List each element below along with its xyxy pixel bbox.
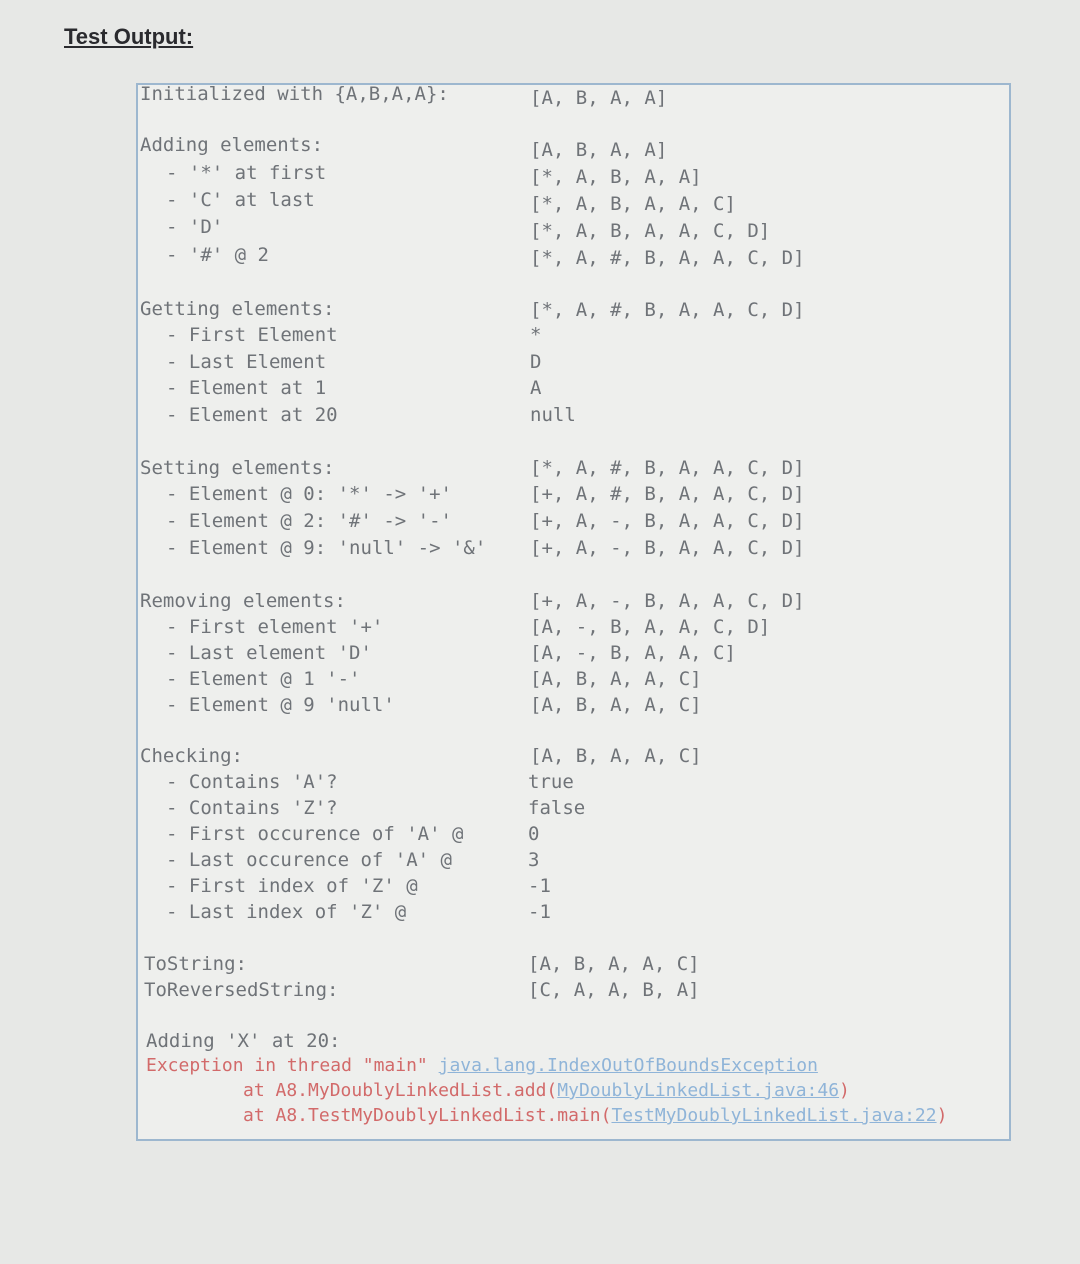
- removing-value: [A, -, B, A, A, C, D]: [530, 616, 771, 638]
- removing-value: [A, B, A, A, C]: [530, 694, 702, 716]
- removing-item: - First element '+': [166, 616, 384, 638]
- removing-item: - Element @ 9 'null': [166, 694, 395, 716]
- adding-item: - '*' at first: [166, 162, 327, 184]
- checking-value: [A, B, A, A, C]: [530, 745, 702, 767]
- trace2-close: ): [936, 1105, 948, 1126]
- init-label: Initialized with {A,B,A,A}:: [140, 83, 449, 105]
- checking-item: - Last index of 'Z' @: [166, 901, 407, 923]
- removing-value: [A, B, A, A, C]: [530, 668, 702, 690]
- checking-item: - Last occurence of 'A' @: [166, 849, 452, 871]
- trace2-prefix: at A8.TestMyDoublyLinkedList.main(: [243, 1105, 612, 1126]
- adding-item: - '#' @ 2: [166, 244, 269, 266]
- tostring-value: [A, B, A, A, C]: [528, 953, 700, 975]
- checking-item: - Contains 'A'?: [166, 771, 338, 793]
- stack-trace-line-2: [243, 1103, 947, 1129]
- adding-title: Adding elements:: [140, 134, 324, 156]
- getting-value: *: [530, 324, 542, 346]
- checking-value: true: [528, 771, 574, 793]
- getting-title: Getting elements:: [140, 298, 335, 320]
- checking-item: - Contains 'Z'?: [166, 797, 338, 819]
- removing-item: - Element @ 1 '-': [166, 668, 361, 690]
- stack-trace-line-1: [243, 1078, 850, 1104]
- checking-item: - First index of 'Z' @: [166, 875, 418, 897]
- adding-value: [A, B, A, A]: [530, 139, 668, 161]
- checking-value: -1: [528, 901, 551, 923]
- checking-item: - First occurence of 'A' @: [166, 823, 464, 845]
- checking-value: 3: [528, 849, 540, 871]
- trace1-prefix: at A8.MyDoublyLinkedList.add(: [243, 1080, 558, 1101]
- getting-item: - First Element: [166, 324, 338, 346]
- setting-value: [+, A, -, B, A, A, C, D]: [530, 537, 805, 559]
- getting-value: null: [530, 404, 576, 426]
- toreversed-label: ToReversedString:: [144, 979, 339, 1001]
- getting-value: D: [530, 351, 542, 373]
- setting-item: - Element @ 0: '*' -> '+': [166, 483, 452, 505]
- trace1-link[interactable]: MyDoublyLinkedList.java:46: [557, 1080, 840, 1101]
- toreversed-value: [C, A, A, B, A]: [528, 979, 700, 1001]
- checking-value: false: [528, 797, 586, 819]
- getting-item: - Element at 1: [166, 377, 327, 399]
- trace2-link[interactable]: TestMyDoublyLinkedList.java:22: [611, 1105, 937, 1126]
- removing-title: Removing elements:: [140, 590, 346, 612]
- adding-value: [*, A, B, A, A, C]: [530, 193, 736, 215]
- setting-value: [+, A, -, B, A, A, C, D]: [530, 510, 805, 532]
- setting-value: [+, A, #, B, A, A, C, D]: [530, 483, 805, 505]
- trace1-close: ): [839, 1080, 850, 1101]
- exception-type-link[interactable]: java.lang.IndexOutOfBoundsException: [438, 1055, 818, 1076]
- tostring-label: ToString:: [144, 953, 247, 975]
- getting-item: - Last Element: [166, 351, 327, 373]
- adding-value: [*, A, #, B, A, A, C, D]: [530, 247, 805, 269]
- setting-item: - Element @ 9: 'null' -> '&': [166, 537, 487, 559]
- removing-value: [+, A, -, B, A, A, C, D]: [530, 590, 805, 612]
- setting-title: Setting elements:: [140, 457, 335, 479]
- checking-title: Checking:: [140, 745, 243, 767]
- removing-value: [A, -, B, A, A, C]: [530, 642, 736, 664]
- getting-item: - Element at 20: [166, 404, 338, 426]
- adding-x-label: Adding 'X' at 20:: [146, 1030, 341, 1052]
- getting-value: [*, A, #, B, A, A, C, D]: [530, 299, 805, 321]
- setting-value: [*, A, #, B, A, A, C, D]: [530, 457, 805, 479]
- init-value: [A, B, A, A]: [530, 87, 668, 109]
- exception-line: [146, 1053, 818, 1079]
- getting-value: A: [530, 377, 542, 399]
- adding-value: [*, A, B, A, A]: [530, 166, 702, 188]
- exception-prefix: Exception in thread "main": [146, 1055, 439, 1076]
- setting-item: - Element @ 2: '#' -> '-': [166, 510, 452, 532]
- adding-item: - 'C' at last: [166, 189, 315, 211]
- removing-item: - Last element 'D': [166, 642, 372, 664]
- adding-value: [*, A, B, A, A, C, D]: [530, 220, 771, 242]
- adding-item: - 'D': [166, 216, 224, 238]
- page-title: Test Output:: [64, 24, 194, 49]
- checking-value: 0: [528, 823, 540, 845]
- checking-value: -1: [528, 875, 551, 897]
